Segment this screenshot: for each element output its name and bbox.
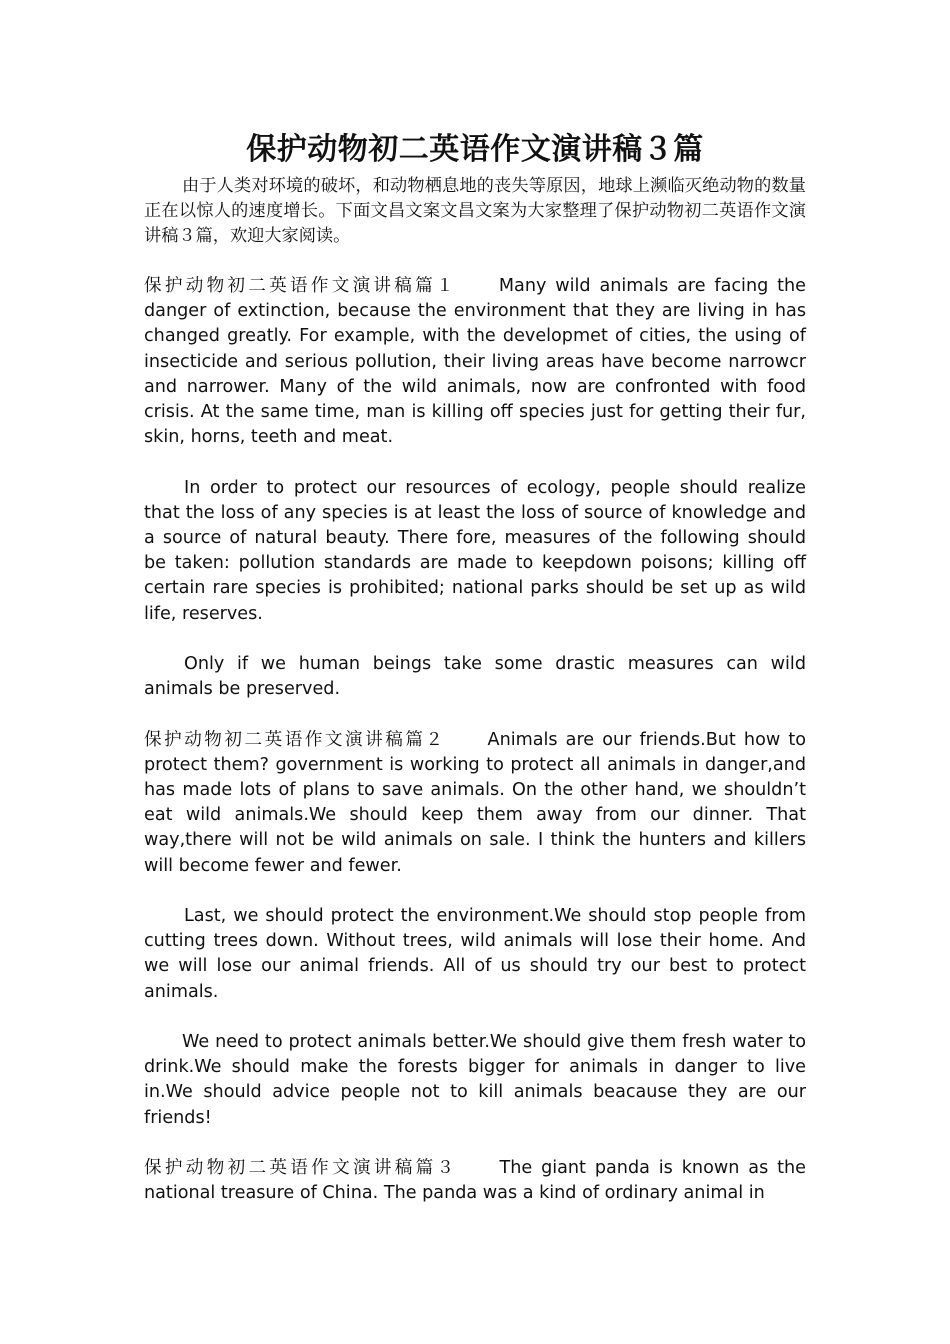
section-2-text: Animals are our friends.But how to protect them? government is working to protect all animals in danger,and has made lots of plans to save animals. On the other hand, we shouldn’t eat wild animals.We should keep them away from our dinner. That way,there will not be wild animals on sale. I think the hunters and killers will become fewer and fewer. xyxy=(144,729,806,876)
section-2-paragraph-3: We need to protect animals better.We should give them fresh water to drink.We should make the forests bigger for animals in danger to live in.We should advice people not to kill animals beacause they are our friends! xyxy=(144,1032,806,1128)
section-1-text: Many wild animals are facing the danger of extinction, because the environment that they are living in has changed greatly. For example, with the developmet of cities, the using of insecticide and serious pollution, their living areas have become narrowcr and narrower. Many of the wild animals, now are confronted with food crisis. At the same time, man is killing off species just for getting their fur, skin, horns, teeth and meat. xyxy=(144,276,806,448)
section-1-heading: 保护动物初二英语作文演讲稿篇１ xyxy=(144,276,457,296)
section-1-paragraph-1 xyxy=(144,274,806,450)
section-1-paragraph-2: In order to protect our resources of ecology, people should realize that the loss of any species is at least the loss of source of knowledge and a source of natural beauty. There fore, measures of the following should be taken: pollution standards are made to keepdown poisons; killing off certain rare species is prohibited; national parks should be set up as wild life, reserves. xyxy=(144,477,806,624)
section-3-heading: 保护动物初二英语作文演讲稿篇３ xyxy=(144,1158,458,1179)
section-2-paragraph-1 xyxy=(144,728,806,879)
page-title: 保护动物初二英语作文演讲稿３篇 xyxy=(246,132,704,167)
section-2-heading: 保护动物初二英语作文演讲稿篇２ xyxy=(144,729,446,750)
intro-paragraph: 由于人类对环境的破坏，和动物栖息地的丧失等原因，地球上濒临灭绝动物的数量正在以惊人的速度增长。下面文昌文案文昌文案为大家整理了保护动物初二英语作文演讲稿３篇，欢迎大家阅读。 xyxy=(144,176,806,246)
section-1-paragraph-3: Only if we human beings take some drastic measures can wild animals be preserved. xyxy=(144,654,806,700)
section-2-paragraph-2: Last, we should protect the environment.We should stop people from cutting trees down. Without trees, wild animals will lose their home. And we will lose our animal friends. All of us should try our best to protect animals. xyxy=(144,906,806,1002)
section-3-paragraph-1 xyxy=(144,1156,806,1206)
document-page xyxy=(144,128,806,1232)
section-3-text: The giant panda is known as the national treasure of China. The panda was a kind of ordinary animal in xyxy=(144,1158,806,1204)
